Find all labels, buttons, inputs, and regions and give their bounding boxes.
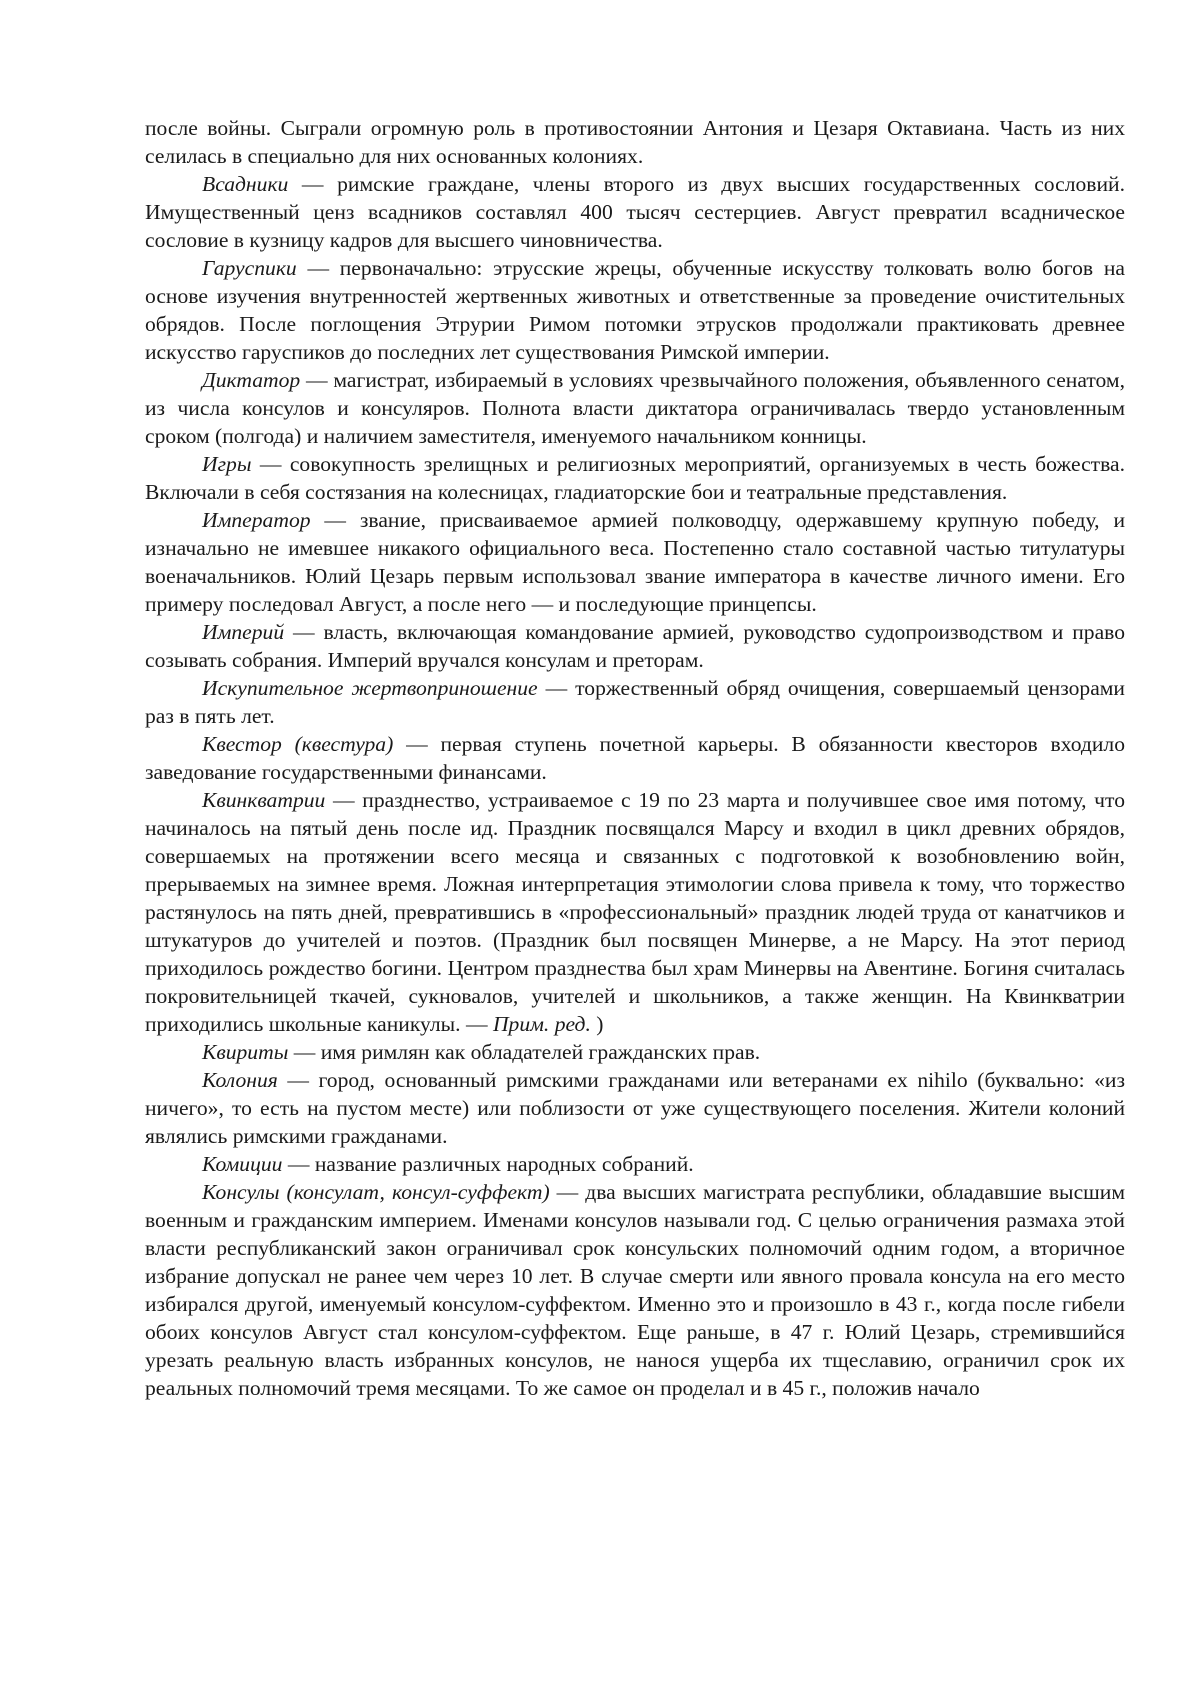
entry-definition: — первоначально: этрусские жрецы, обученные искусству толковать волю богов на основе изучения внутренностей жертвенных животных и ответственные за проведение очистительных обрядов. После поглощения Этрурии Римом потомки этрусков продолжали практиковать древнее искусство гаруспиков до последних лет существования Римской империи. (145, 256, 1125, 364)
entry-term: Квестор (квестура) (202, 732, 394, 756)
entry-definition: — имя римлян как обладателей гражданских прав. (288, 1040, 761, 1064)
editor-note-close: ) (590, 1012, 604, 1036)
editor-note: Прим. ред. (492, 1012, 591, 1036)
entry-definition: — город, основанный римскими гражданами или ветеранами ex nihilo (буквально: «из ничего», то есть на пустом месте) или поблизости от уже существующего поселения. Жители колоний являлись римскими гражданами. (145, 1068, 1125, 1148)
entry-term: Консулы (консулат, консул-суффект) (202, 1180, 550, 1204)
entry-term: Квинкватрии (202, 788, 326, 812)
entry-term: Комиции (202, 1152, 283, 1176)
entry-definition: — празднество, устраиваемое с 19 по 23 марта и получившее свое имя потому, что начиналось на пятый день после ид. Праздник посвящался Марсу и входил в цикл древних обрядов, совершаемых на протяжении всего месяца и связанных с подготовкой к возобновлению войн, прерываемых на зимнее время. Ложная интерпретация этимологии слова привела к тому, что торжество растянулось на пять дней, превратившись в «профессиональный» праздник людей труда от канатчиков и штукатуров до учителей и поэтов. (Праздник был посвящен Минерве, а не Марсу. На этот период приходилось рождество богини. Центром празднества был храм Минервы на Авентине. Богиня считалась покровительницей ткачей, сукновалов, учителей и школьников, а также женщин. На Квинкватрии приходились школьные каникулы. — (145, 788, 1125, 1036)
entry-term: Император (202, 508, 311, 532)
entry-comitia (145, 1150, 1125, 1178)
document-page (145, 114, 1125, 1402)
entry-haruspices (145, 254, 1125, 366)
entry-term: Империй (202, 620, 285, 644)
entry-definition: — совокупность зрелищных и религиозных мероприятий, организуемых в честь божества. Включали в себя состязания на колесницах, гладиаторские бои и театральные представления. (145, 452, 1125, 504)
entry-definition: — два высших магистрата республики, обладавшие высшим военным и гражданским империем. Именами консулов называли год. С целью ограничения размаха этой власти республиканский закон ограничивал срок консульских полномочий одним годом, а вторичное избрание допускал не ранее чем через 10 лет. В случае смерти или явного провала консула на его место избирался другой, именуемый консулом-суффектом. Именно это и произошло в 43 г., когда после гибели обоих консулов Август стал консулом-суффектом. Еще раньше, в 47 г. Юлий Цезарь, стремившийся урезать реальную власть избранных консулов, не нанося ущерба их тщеславию, ограничил срок их реальных полномочий тремя месяцами. То же самое он проделал и в 45 г., положив начало (145, 1180, 1126, 1400)
entry-quaestor (145, 730, 1125, 786)
entry-definition: — магистрат, избираемый в условиях чрезвычайного положения, объявленного сенатом, из числа консулов и консуляров. Полнота власти диктатора ограничивалась твердо установленным сроком (полгода) и наличием заместителя, именуемого начальником конницы. (145, 368, 1125, 448)
entry-definition: — название различных народных собраний. (282, 1152, 694, 1176)
entry-dictator (145, 366, 1125, 450)
entry-games (145, 450, 1125, 506)
entry-imperium (145, 618, 1125, 674)
entry-quirites (145, 1038, 1125, 1066)
entry-vsadniki (145, 170, 1125, 254)
entry-imperator (145, 506, 1125, 618)
entry-definition: — звание, присваиваемое армией полководцу, одержавшему крупную победу, и изначально не имевшее никакого официального веса. Постепенно стало составной частью титулатуры военачальников. Юлий Цезарь первым использовал звание императора в качестве личного имени. Его примеру последовал Август, а после него — и последующие принцепсы. (145, 508, 1125, 616)
entry-colony (145, 1066, 1125, 1150)
entry-lustrum (145, 674, 1125, 730)
entry-term: Колония (202, 1068, 278, 1092)
entry-definition: — торжественный обряд очищения, совершаемый цензорами раз в пять лет. (145, 676, 1125, 728)
entry-consuls (145, 1178, 1125, 1402)
entry-term: Квириты (202, 1040, 289, 1064)
entry-definition: — римские граждане, члены второго из двух высших государственных сословий. Имущественный ценз всадников составлял 400 тысяч сестерциев. Август превратил всадническое сословие в кузницу кадров для высшего чиновничества. (145, 172, 1125, 252)
entry-quinquatria (145, 786, 1125, 1038)
entry-term: Гаруспики (202, 256, 297, 280)
entry-term: Всадники (202, 172, 289, 196)
entry-definition: — власть, включающая командование армией, руководство судопроизводством и право созывать собрания. Империй вручался консулам и преторам. (145, 620, 1125, 672)
entry-term: Искупительное жертвоприношение (202, 676, 538, 700)
intro-paragraph: после войны. Сыграли огромную роль в противостоянии Антония и Цезаря Октавиана. Часть из них селилась в специально для них основанных колониях. (145, 116, 1125, 168)
entry-definition: — первая ступень почетной карьеры. В обязанности квесторов входило заведование государственными финансами. (145, 732, 1125, 784)
entry-term: Игры (202, 452, 252, 476)
entry-term: Диктатор (202, 368, 301, 392)
